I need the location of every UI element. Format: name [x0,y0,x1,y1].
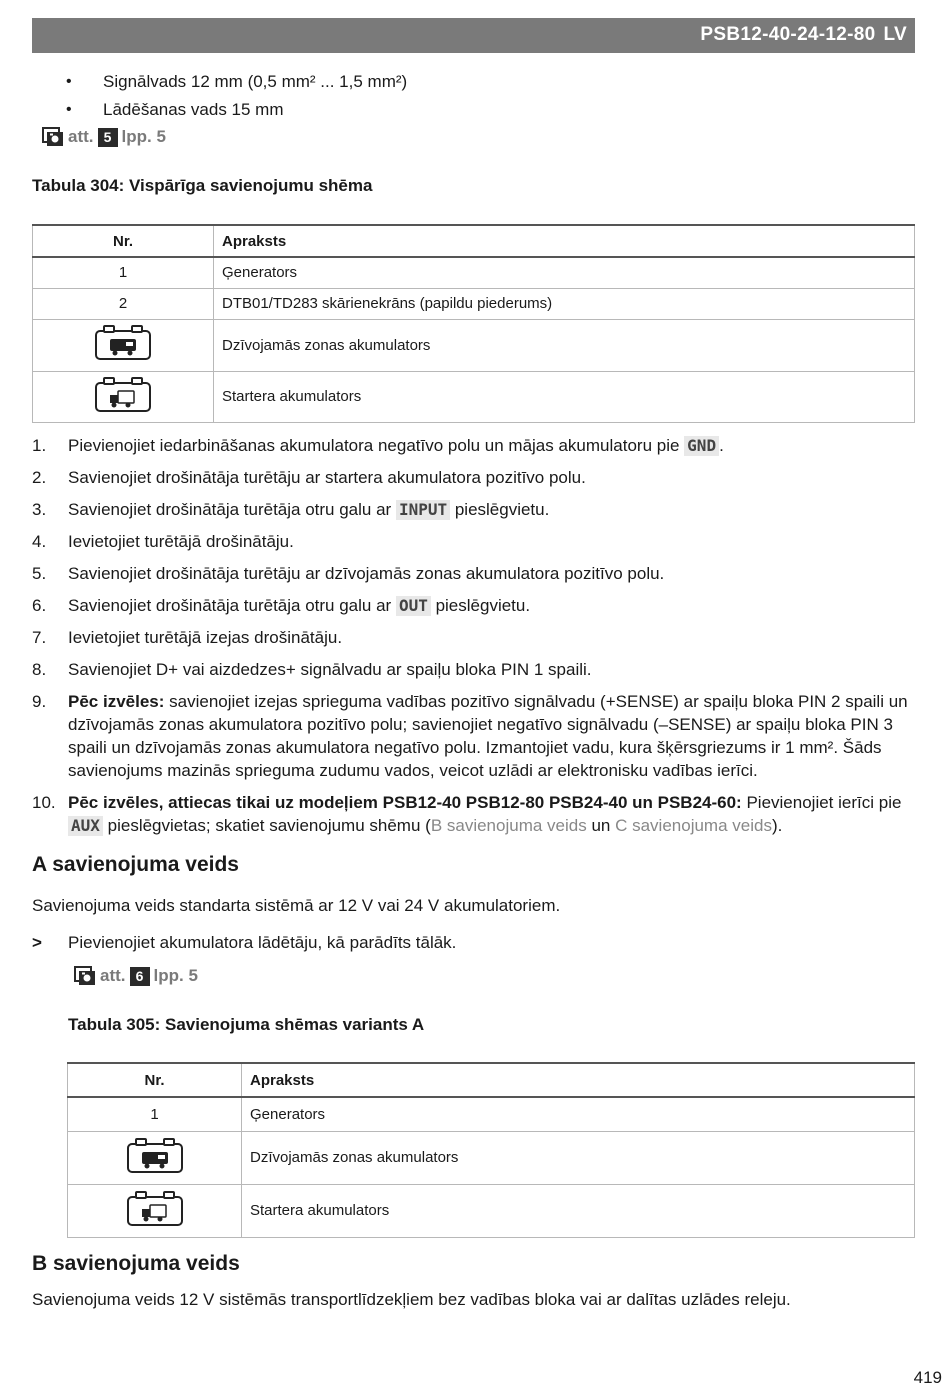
cell-nr [33,371,214,422]
step-text [68,791,912,837]
step-text-part: savienojiet izejas sprieguma vadības pozitīvo signālvadu (+SENSE) ar spaiļu bloka PIN 2 spaili un dzīvojamās zonas akumulatora pozitīvo polu; savienojiet negatīvo signālvadu (–SENSE) ar spaiļu bloka PIN 3 spaili un dzīvojamās zonas akumulatora negatīvo polu. Izmantojiet vadu, kura šķērsgriezums ir 1 mm². Šāds savienojums mazinās sprieguma zudumu vados, veicot uzlādi ar elektronisku vadības ierīci. [68,692,908,780]
model-title: PSB12-40-24-12-80 [700,24,876,45]
column-header-nr: Nr. [33,225,214,257]
table-caption: Tabula 305: Savienojuma shēmas variants A [68,1015,425,1034]
table-row [68,1131,915,1184]
action-arrow: > [32,933,42,952]
step-number: 4. [32,532,47,551]
action-item [32,933,456,953]
cell-description: DTB01/TD283 skārienekrāns (papildu piederums) [214,288,915,319]
step-item [32,791,912,837]
step-text-part: Pievienojiet iedarbināšanas akumulatora negatīvo polu un mājas akumulatoru pie [68,436,685,455]
step-item [32,562,912,585]
step-text [68,594,912,617]
optional-label: Pēc izvēles: [68,692,165,711]
column-header-description: Apraksts [214,225,915,257]
table-header-row [68,1063,915,1097]
step-text [68,434,912,457]
step-item [32,594,912,617]
step-text-part: Savienojiet drošinātāja turētāja otru galu ar [68,596,396,615]
cell-description: Dzīvojamās zonas akumulators [242,1131,915,1184]
cell-nr: 1 [68,1097,242,1131]
section-b-paragraph: Savienojuma veids 12 V sistēmās transportlīdzekļiem bez vadības bloka vai ar dalītas uzlādes releju. [32,1290,791,1309]
step-text: Ievietojiet turētājā izejas drošinātāju. [68,628,343,647]
column-header-description: Apraksts [242,1063,915,1097]
optional-label: Pēc izvēles, attiecas tikai uz modeļiem PSB12-40 PSB12-80 PSB24-40 un PSB24-60: [68,793,742,812]
header-title [700,24,907,46]
figure-prefix: att. [100,966,126,985]
cable-bullets [66,68,407,124]
section-a-paragraph: Savienojuma veids standarta sistēmā ar 12 V vai 24 V akumulatoriem. [32,896,561,915]
step-number: 7. [32,628,47,647]
step-text-part: pieslēgvietas; skatiet savienojumu shēmu ( [107,816,431,835]
cell-nr: 1 [33,257,214,288]
figure-page: lpp. 5 [121,127,166,146]
cell-description: Ģenerators [242,1097,915,1131]
step-text: Savienojiet drošinātāja turētāju ar dzīvojamās zonas akumulatora pozitīvo polu. [68,564,665,583]
table-row [68,1184,915,1237]
cell-nr [33,319,214,371]
step-number: 3. [32,500,47,519]
step-text: Ievietojiet turētājā drošinātāju. [68,532,294,551]
step-item [32,690,912,782]
step-text: Savienojiet D+ vai aizdedzes+ signālvadu ar spaiļu bloka PIN 1 spaili. [68,660,592,679]
living-battery-icon [126,1138,184,1174]
step-text [68,498,912,521]
terminal-label-input: INPUT [396,500,450,520]
cell-description: Ģenerators [214,257,915,288]
step-item [32,626,912,649]
step-text-part: Pievienojiet ierīci pie [746,793,902,812]
column-header-nr: Nr. [68,1063,242,1097]
step-number: 5. [32,564,47,583]
figure-reference[interactable] [42,127,166,147]
step-text-part: pieslēgvietu. [430,596,531,615]
section-heading-a: A savienojuma veids [32,853,239,876]
link-connection-type-c[interactable]: C savienojuma veids [615,816,772,835]
page-number: 419 [913,1368,942,1387]
step-text-part: un [586,816,616,835]
camera-icon [74,966,96,986]
cell-nr [68,1131,242,1184]
step-item [32,498,912,521]
step-number: 10. [32,793,56,812]
bullet-text: Signālvads 12 mm (0,5 mm² ... 1,5 mm²) [103,72,408,91]
step-text [68,690,912,782]
table-row [68,1097,915,1131]
starter-battery-icon [94,377,152,413]
table-caption: Tabula 304: Vispārīga savienojumu shēma [32,176,373,195]
step-item [32,530,912,553]
bullet-item [66,96,407,124]
step-number: 9. [32,692,47,711]
bullet-item [66,68,407,96]
figure-number: 5 [98,128,118,147]
figure-reference[interactable] [74,966,198,986]
bullet-text: Lādēšanas vads 15 mm [103,100,284,119]
cell-description: Startera akumulators [242,1184,915,1237]
instruction-steps [32,434,912,846]
link-connection-type-b[interactable]: B savienojuma veids [430,816,587,835]
cell-nr [68,1184,242,1237]
camera-icon [42,127,64,147]
section-heading-b: B savienojuma veids [32,1252,240,1275]
table-row [33,257,915,288]
living-battery-icon [94,325,152,361]
step-number: 6. [32,596,47,615]
action-text: Pievienojiet akumulatora lādētāju, kā parādīts tālāk. [68,933,457,952]
header-bar [32,18,915,53]
variant-a-table [67,1062,915,1238]
bullet-dot: • [66,101,72,118]
step-number: 8. [32,660,47,679]
step-item [32,466,912,489]
connection-table [32,224,915,423]
table-row [33,319,915,371]
bullet-dot: • [66,73,72,90]
terminal-label-aux: AUX [68,816,103,836]
cell-description: Dzīvojamās zonas akumulators [214,319,915,371]
cell-description: Startera akumulators [214,371,915,422]
table-header-row [33,225,915,257]
figure-page: lpp. 5 [153,966,198,985]
table-row [33,371,915,422]
language-code: LV [883,24,907,45]
step-text-part: ). [771,816,783,835]
step-number: 1. [32,436,47,455]
cell-nr: 2 [33,288,214,319]
figure-number: 6 [130,967,150,986]
step-item [32,658,912,681]
step-item [32,434,912,457]
table-row [33,288,915,319]
step-text-part: . [719,436,724,455]
step-text-part: pieslēgvietu. [450,500,550,519]
terminal-label-out: OUT [396,596,431,616]
step-number: 2. [32,468,47,487]
figure-prefix: att. [68,127,94,146]
step-text: Savienojiet drošinātāja turētāju ar startera akumulatora pozitīvo polu. [68,468,586,487]
terminal-label-gnd: GND [684,436,719,456]
step-text-part: Savienojiet drošinātāja turētāja otru galu ar [68,500,396,519]
starter-battery-icon [126,1191,184,1227]
